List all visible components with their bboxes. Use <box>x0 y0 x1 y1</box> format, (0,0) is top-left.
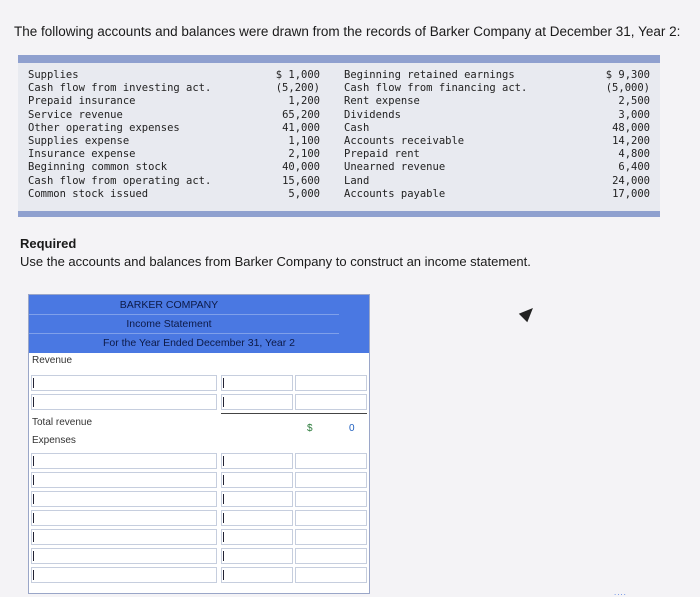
required-text: Use the accounts and balances from Barker Company to construct an income statement. <box>20 254 531 269</box>
statement-header <box>29 295 369 353</box>
expense-amount-input-5[interactable] <box>221 529 293 545</box>
account-value: 5,000 <box>288 187 320 200</box>
account-value: 24,000 <box>612 174 650 187</box>
expense-amount-input-1[interactable] <box>221 453 293 469</box>
account-name: Insurance expense <box>28 148 136 161</box>
expense-amount-input-4[interactable] <box>221 510 293 526</box>
expense-amount-input-3[interactable] <box>221 491 293 507</box>
expense-account-input-1[interactable] <box>31 453 217 469</box>
account-value: (5,200) <box>275 82 320 95</box>
expense-amount-input-7[interactable] <box>221 567 293 583</box>
account-name: Cash flow from financing act. <box>344 82 528 95</box>
revenue-account-input-2[interactable] <box>31 394 217 410</box>
account-name: Beginning retained earnings <box>344 69 515 81</box>
account-name: Cash flow from investing act. <box>28 82 212 95</box>
account-value: 6,400 <box>618 161 650 174</box>
revenue-account-input-1[interactable] <box>31 375 217 391</box>
total-revenue-dollar-sign: $ <box>307 423 313 434</box>
expense-total-cell-3 <box>295 491 367 507</box>
revenue-label: Revenue <box>32 355 73 366</box>
account-name: Accounts receivable <box>344 135 465 148</box>
cursor-arrow-icon <box>519 304 537 322</box>
account-name: Supplies expense <box>28 135 130 148</box>
account-value: 15,600 <box>282 174 320 187</box>
expense-total-cell-1 <box>295 453 367 469</box>
expenses-label: Expenses <box>32 435 76 446</box>
account-name: Service revenue <box>28 108 123 121</box>
right-account-values <box>566 69 650 201</box>
account-name: Common stock issued <box>28 187 149 200</box>
account-name: Other operating expenses <box>28 121 180 134</box>
left-account-names <box>28 69 211 201</box>
account-value: 65,200 <box>282 108 320 121</box>
expense-amount-input-2[interactable] <box>221 472 293 488</box>
expense-total-cell-2 <box>295 472 367 488</box>
account-value: $ 9,300 <box>605 69 650 81</box>
account-value: 17,000 <box>612 187 650 200</box>
account-name: Prepaid rent <box>344 148 420 161</box>
expense-account-input-7[interactable] <box>31 567 217 583</box>
expense-total-cell-7 <box>295 567 367 583</box>
account-value: 2,100 <box>288 148 320 161</box>
account-name: Unearned revenue <box>344 161 446 174</box>
account-name: Prepaid insurance <box>28 95 136 108</box>
account-value: (5,000) <box>605 82 650 95</box>
account-value: 2,500 <box>618 95 650 108</box>
more-indicator-icon: .... <box>614 588 627 597</box>
income-statement-form <box>28 294 370 594</box>
account-value: 3,000 <box>618 108 650 121</box>
expense-account-input-6[interactable] <box>31 548 217 564</box>
statement-period: For the Year Ended December 31, Year 2 <box>102 337 296 349</box>
account-name: Rent expense <box>344 95 420 108</box>
account-name: Beginning common stock <box>28 161 168 174</box>
expense-account-input-5[interactable] <box>31 529 217 545</box>
account-value: 1,100 <box>288 135 320 148</box>
intro-text: The following accounts and balances were drawn from the records of Barker Company at December 31, Year 2: <box>14 24 681 39</box>
required-heading: Required <box>20 236 77 251</box>
account-value: $ 1,000 <box>275 69 320 81</box>
subtotal-rule <box>221 413 367 414</box>
right-account-names <box>344 69 527 201</box>
expense-account-input-2[interactable] <box>31 472 217 488</box>
accounts-table <box>18 55 660 217</box>
left-account-values <box>248 69 320 201</box>
account-value: 48,000 <box>612 121 650 134</box>
account-name: Land <box>344 174 370 187</box>
revenue-total-cell-1 <box>295 375 367 391</box>
total-revenue-value: 0 <box>349 423 355 434</box>
expense-amount-input-6[interactable] <box>221 548 293 564</box>
account-name: Accounts payable <box>344 187 446 200</box>
account-name: Supplies <box>28 69 79 81</box>
account-value: 4,800 <box>618 148 650 161</box>
account-name: Cash <box>344 121 370 134</box>
expense-total-cell-5 <box>295 529 367 545</box>
account-value: 41,000 <box>282 121 320 134</box>
expense-account-input-4[interactable] <box>31 510 217 526</box>
statement-title: Income Statement <box>28 316 339 334</box>
account-name: Dividends <box>344 108 401 121</box>
revenue-amount-input-2[interactable] <box>221 394 293 410</box>
account-value: 1,200 <box>288 95 320 108</box>
account-value: 14,200 <box>612 135 650 148</box>
expense-total-cell-6 <box>295 548 367 564</box>
expense-account-input-3[interactable] <box>31 491 217 507</box>
revenue-total-cell-2 <box>295 394 367 410</box>
total-revenue-label: Total revenue <box>32 417 93 428</box>
revenue-amount-input-1[interactable] <box>221 375 293 391</box>
account-name: Cash flow from operating act. <box>28 174 212 187</box>
company-name: BARKER COMPANY <box>28 297 339 315</box>
expense-total-cell-4 <box>295 510 367 526</box>
account-value: 40,000 <box>282 161 320 174</box>
